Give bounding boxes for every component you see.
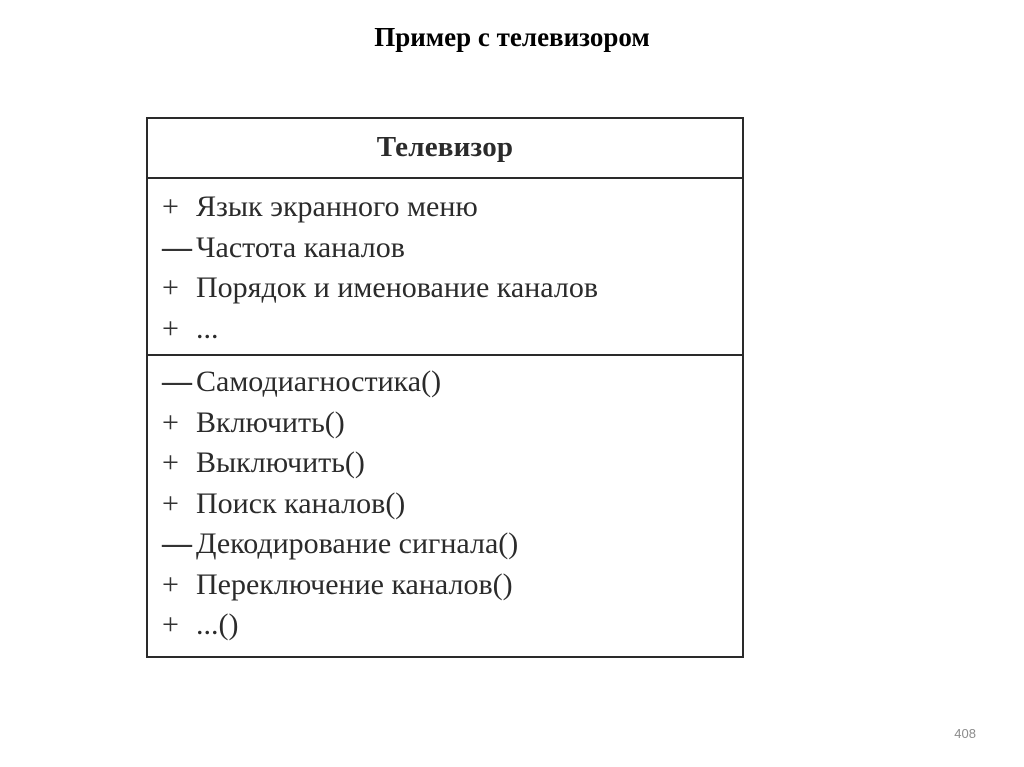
attribute-row bbox=[162, 187, 742, 228]
operation-name: Переключение каналов() bbox=[196, 567, 513, 601]
visibility-marker: — bbox=[162, 230, 192, 264]
visibility-marker: + bbox=[162, 405, 179, 439]
uml-class-name: Телевизор bbox=[148, 119, 742, 179]
visibility-marker: + bbox=[162, 446, 179, 479]
visibility-marker: — bbox=[162, 365, 192, 398]
operation-row bbox=[162, 565, 742, 606]
operation-row bbox=[162, 524, 742, 565]
operation-name: Декодирование сигнала() bbox=[196, 527, 519, 560]
uml-operations-section bbox=[148, 356, 742, 646]
visibility-marker: + bbox=[162, 608, 179, 641]
attribute-row bbox=[162, 268, 742, 309]
visibility-marker: + bbox=[162, 311, 179, 345]
attribute-row bbox=[162, 309, 742, 350]
operation-row bbox=[162, 362, 742, 403]
operation-row bbox=[162, 484, 742, 525]
visibility-marker: + bbox=[162, 271, 179, 304]
attribute-name: ... bbox=[196, 311, 219, 345]
operation-name: Выключить() bbox=[196, 446, 365, 479]
operation-row bbox=[162, 403, 742, 444]
attribute-name: Порядок и именование каналов bbox=[196, 271, 598, 304]
visibility-marker: + bbox=[162, 567, 179, 601]
uml-class-box bbox=[146, 117, 744, 658]
operation-name: Самодиагностика() bbox=[196, 365, 442, 398]
slide-title: Пример с телевизором bbox=[374, 22, 650, 52]
operation-name: Поиск каналов() bbox=[196, 486, 406, 520]
operation-name: ...() bbox=[196, 608, 239, 641]
attribute-row bbox=[162, 228, 742, 269]
visibility-marker: + bbox=[162, 190, 179, 223]
operation-row bbox=[162, 443, 742, 484]
operation-name: Включить() bbox=[196, 405, 345, 439]
uml-attributes-section bbox=[148, 179, 742, 356]
visibility-marker: — bbox=[162, 527, 192, 560]
operation-row bbox=[162, 605, 742, 646]
page-number: 408 bbox=[954, 726, 976, 741]
attribute-name: Язык экранного меню bbox=[196, 190, 478, 223]
visibility-marker: + bbox=[162, 486, 179, 520]
attribute-name: Частота каналов bbox=[196, 230, 405, 264]
